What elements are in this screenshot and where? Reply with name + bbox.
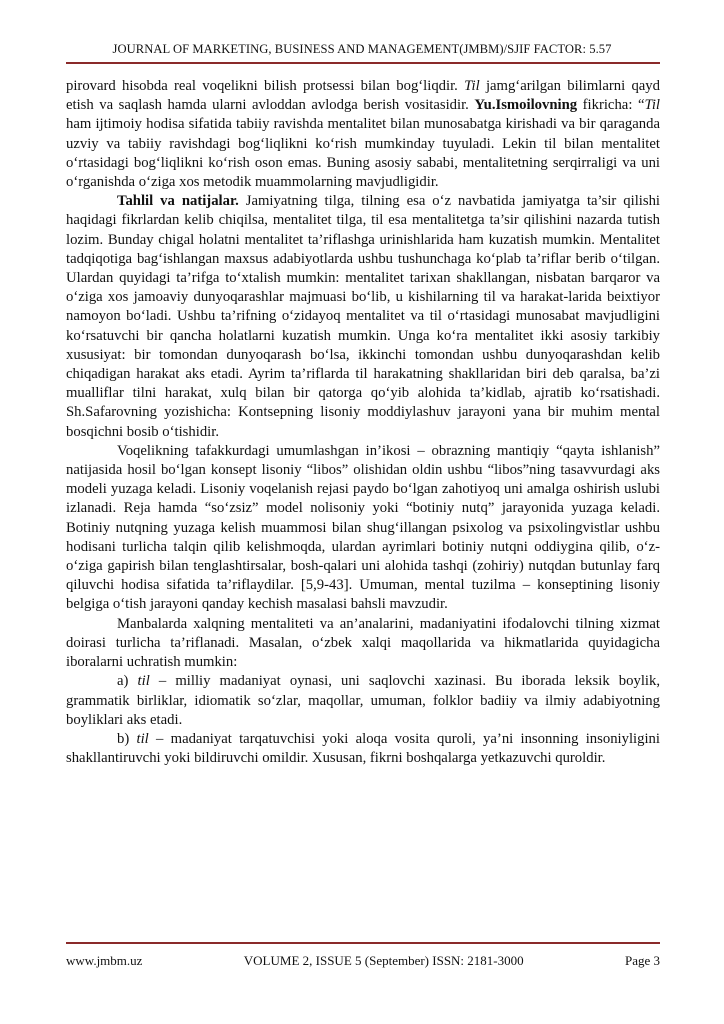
p1-term-til: Til: [464, 78, 480, 94]
list-item-b: [66, 730, 660, 768]
list-item-b-label: b): [117, 730, 137, 747]
p2-text: Jamiyatning tilga, tilning esa o‘z navbatida jamiyatga ta’sir qilishi haqidagi fikrlardan kelib chiqilsa, mentalitet tilga, til esa mentalitetga ta’sir qilishini nazarda tutish lozim. Bunday chigal holatni mentalitet ta’riflashga urinishlarida ham kuzatish mumkin. Mentalitet tadqiqotiga bag‘ishlangan maxsus adabiyotlarda ushbu tushunchaga ko‘plab ta’riflar berib o‘tilgan. Ulardan quyidagi ta’rifga to‘xtalish mumkin: mentalitet tarixan shakllangan, nisbatan barqaror va o‘ziga xos jamoaviy dunyoqarashlar majmuasi bo‘lib, u kishilarning til va harakat-larida beixtiyor namoyon bo‘ladi. Ushbu ta’rifning o‘zidayoq mentalitet va til o‘rtasidagi munosabat mavjudligini ko‘rsatuvchi bir qancha holatlarni kuzatish mumkin. Unga ko‘ra mentalitet ikki asosiy tarkibiy xususiyat: bir tomondan dunyoqarash bo‘lsa, ikkinchi tomondan ushbu dunyoqarashdan kelib chiqadigan harakat aks etadi. Ayrim ta’riflarda til harakatning shakllaridan biri deb qaralsa, ba’zi mualliflar tilni harakat, xulq bilan bir qatorga qo‘yib alohida ta’kidlab, ajratib ko‘rsatishadi. Sh.Safarovning yozishicha: Kontsepning lisoniy moddiylashuv jarayoni yana bir muhim mental bosqichni bosib o‘tishidir.: [66, 193, 661, 440]
footer-website: www.jmbm.uz: [66, 953, 143, 968]
list-item-a-term: til: [137, 673, 150, 690]
list-item-b-text: – madaniyat tarqatuvchisi yoki aloqa vosita quroli, ya’ni insonning insoniyligini shakllantiruvchi yoki bildiruvchi omildir. Xususan, fikrni boshqalarga yetkazuvchi quroldir.: [66, 730, 660, 767]
p1-text-e: fikricha: “: [577, 97, 645, 114]
footer-page-number: Page 3: [624, 953, 660, 968]
footer-volume: VOLUME 2, ISSUE 5 (September) ISSN: 2181-3000: [243, 953, 524, 968]
article-body: [66, 77, 660, 768]
journal-header: JOURNAL OF MARKETING, BUSINESS AND MANAGEMENT(JMBM)/SJIF FACTOR: 5.57: [112, 42, 612, 56]
p1-text-g: ham ijtimoiy hodisa sifatida tabiiy ravishda mentalitet bilan munosabatga kirishadi va bir qaraganda uzviy va tabiiy ravishdagi bog‘liqlikni ko‘rish mumkinday tuyuladi. Lekin til bilan mentalitet o‘rtasidagi bog‘liqlikni ko‘rish oson emas. Buning asosiy sababi, mentalitetning serqirraligi va uni o‘rganishda o‘ziga xos metodik muammolarning mavjudligidir.: [66, 116, 660, 191]
p1-author-name: Yu.Ismoilovning: [474, 97, 578, 114]
paragraph-4: [66, 615, 660, 673]
p1-text-c: jamg‘arilgan bilimlarni qayd etish va saqlash hamda ularni avloddan avlodga berish vositasidir.: [66, 78, 660, 114]
p1-text-a: pirovard hisobda real voqelikni bilish protsessi bilan bog‘liqdir.: [66, 78, 465, 94]
section-heading: Tahlil va natijalar.: [117, 193, 239, 210]
list-item-a-text: – milliy madaniyat oynasi, uni saqlovchi xazinasi. Bu iborada leksik boylik, grammatik birliklar, idiomatik so‘zlar, maqollar, umuman, folklor badiiy va ilmiy adabiyotning boyliklari aks etadi.: [66, 673, 660, 728]
p4-text: Manbalarda xalqning mentaliteti va an’analarini, madaniyatini ifodalovchi tilning xizmat doirasi turlicha ta’riflanadi. Masalan, o‘zbek xalqi maqollarida va hikmatlarida quyidagicha iboralarni uchratish mumkin:: [66, 615, 660, 671]
list-item-a-label: a): [117, 673, 138, 690]
footer-divider: [66, 942, 660, 944]
header-divider: [66, 62, 660, 64]
page-footer: [66, 953, 660, 969]
list-item-b-term: til: [136, 730, 149, 747]
paragraph-2: [66, 192, 660, 442]
p1-term-til-2: Til: [644, 97, 660, 114]
paragraph-1: [66, 77, 660, 192]
p3-text: Voqelikning tafakkurdagi umumlashgan in’ikosi – obrazning mantiqiy “qayta ishlanish” natijasida hosil bo‘lgan konsept lisoniy “libos” olishidan oldin ushbu “libos”ning tasavvurdagi aks modeli yuzaga keladi. Lisoniy voqelanish rejasi paydo bo‘lgan zahotiyoq uni amalga oshirish uslubi izlanadi. Reja hamda “so‘zsiz” model nolisoniy yoki “botiniy nutq” jarayonida yuzaga keladi. Botiniy nutqning yuzaga kelish muammosi bilan shug‘illangan psixolog va psixolingvistlar ushbu hodisani turlicha talqin qilib kelishmoqda, ulardan ayrimlari botiniy nutqni oddiygina qilib, o‘z-o‘ziga gapirish bilan tenglashtirsalar, bosh-qalari uni alohida tashqi (zohiriy) nutqdan butunlay farq qiluvchi hodisa sifatida ta’riflaydilar. [5,9-43]. Umuman, mental tuzilma – konseptining lisoniy belgiga o‘tish jarayoni qanday kechish masalasi bahsli mavzudir.: [66, 442, 660, 613]
list-item-a: [66, 672, 660, 730]
paragraph-3: [66, 442, 660, 615]
